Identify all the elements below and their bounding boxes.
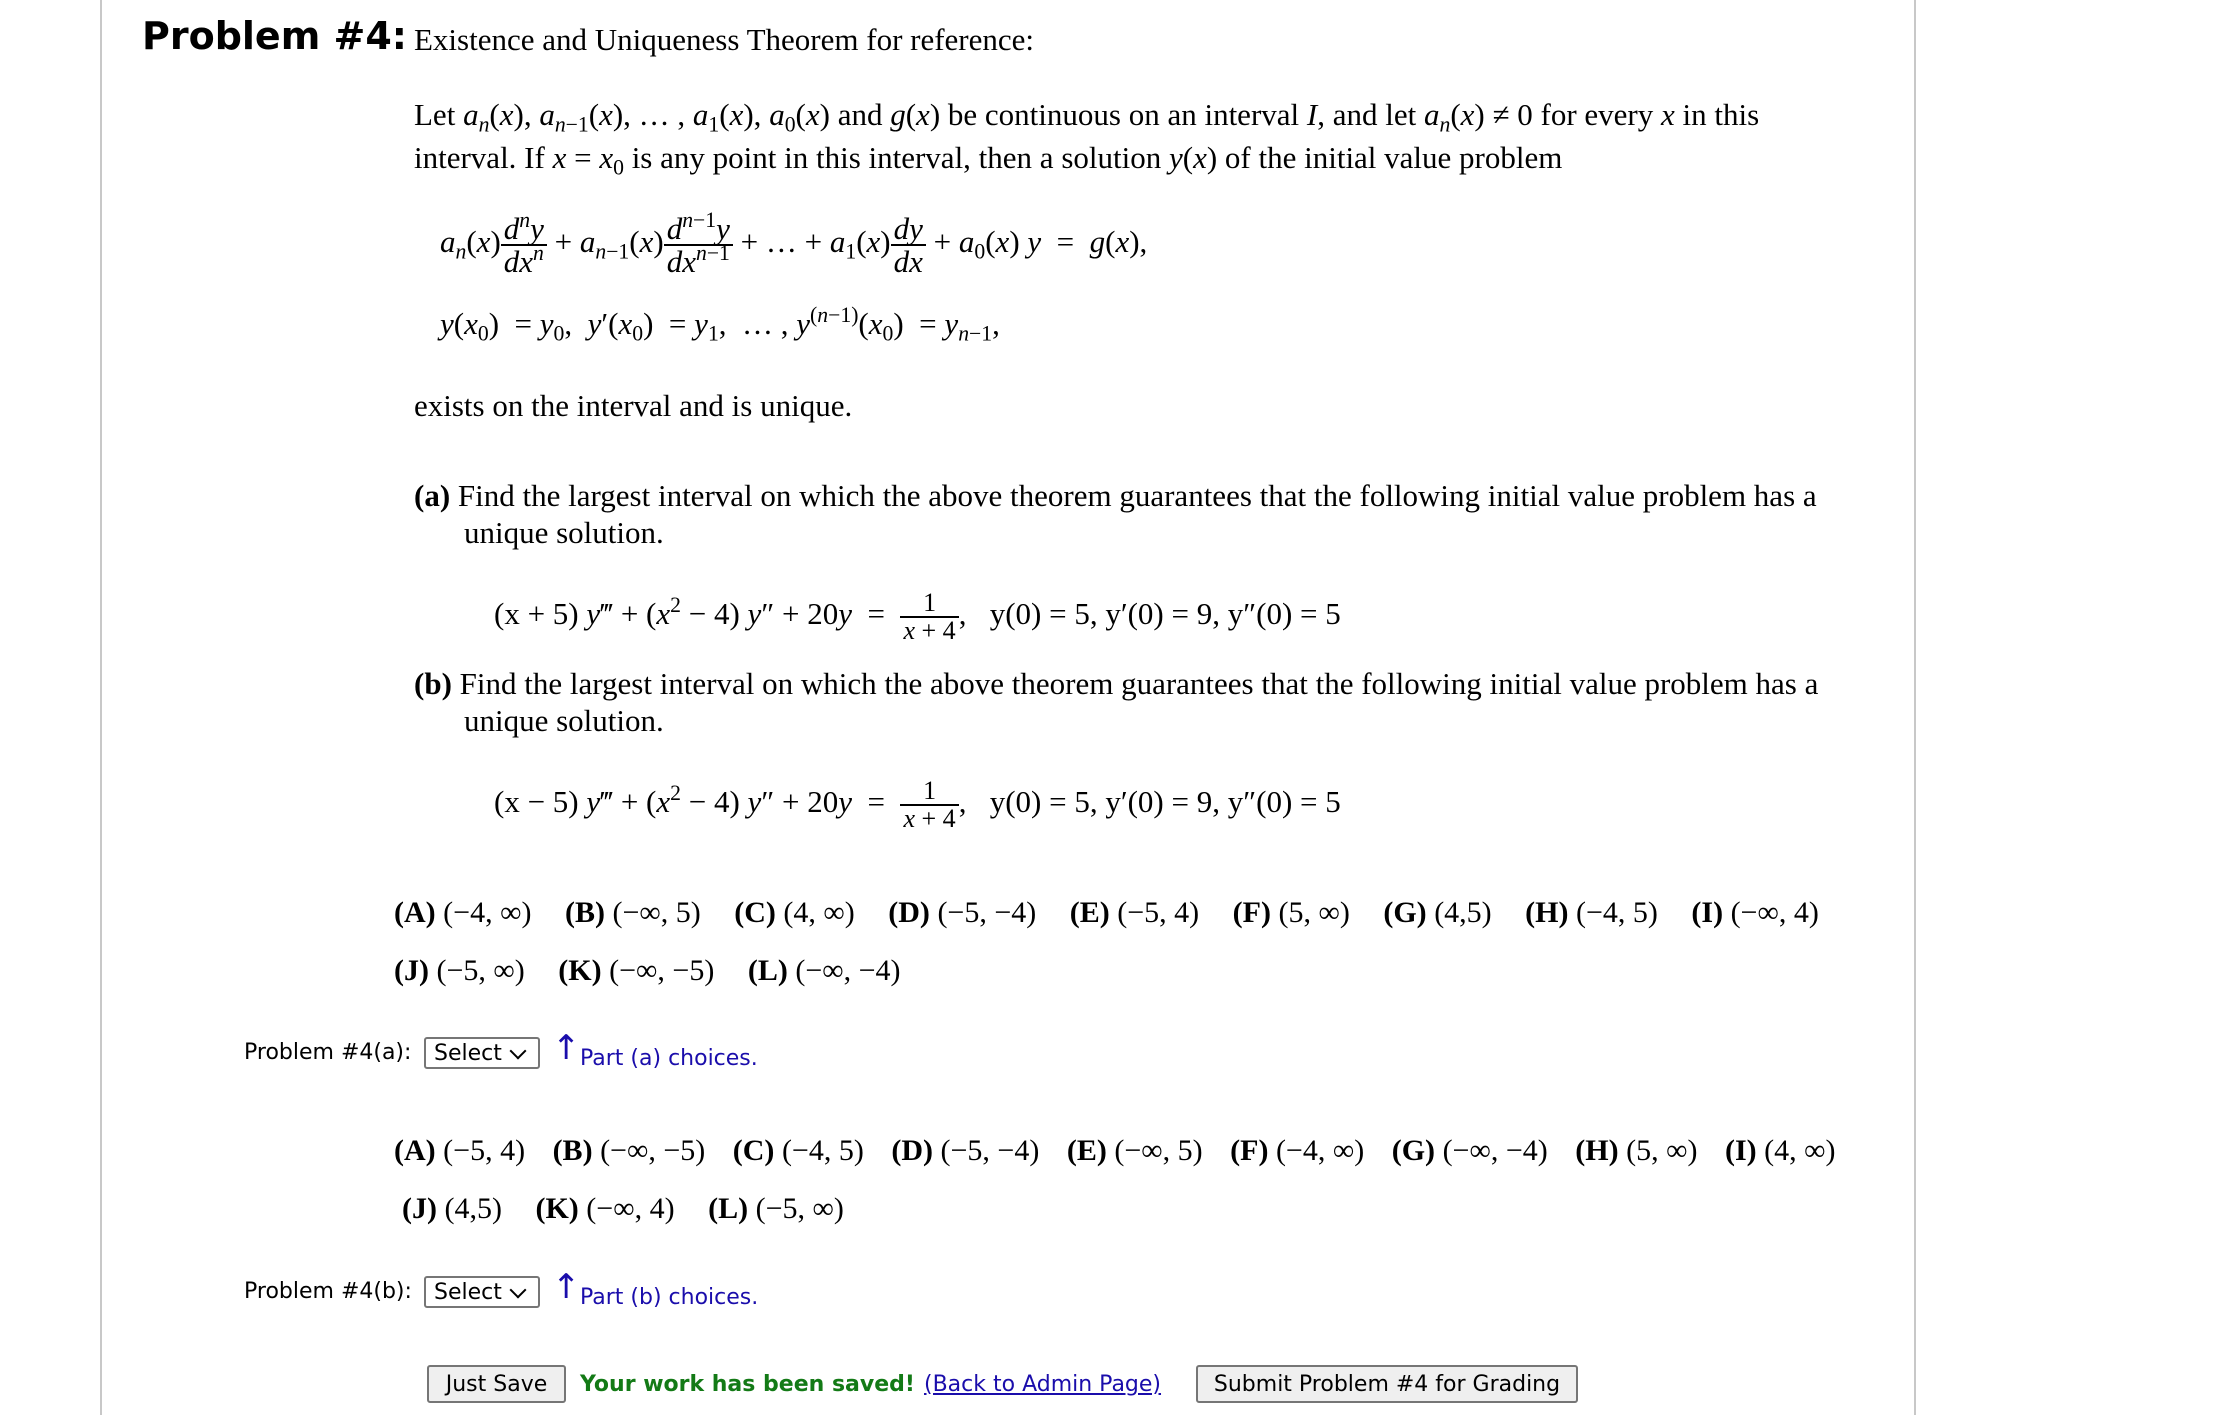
choice-b-D: (D) (−5, −4) xyxy=(891,1134,1040,1167)
theorem-line-1: Let $a_n(x)$, $a_{n-1}(x)$, … , $a_1(x)$, $a_0(x)$ and g(x) be continuous on an interval I, and let $a_n(x) \ne 0$ for every x in this xyxy=(414,97,1760,137)
choices-a-row-2 xyxy=(394,954,927,988)
choices-a-row-1 xyxy=(394,896,1845,930)
answer-a-hint: Part (a) choices. xyxy=(580,1046,758,1071)
choice-a-D: (D) (−5, −4) xyxy=(888,896,1037,929)
choice-a-I: (I) (−∞, 4) xyxy=(1691,896,1819,929)
choice-a-K: (K) (−∞, −5) xyxy=(558,954,715,987)
answer-b-label: Problem #4(b): xyxy=(244,1279,412,1304)
part-a-equation: (x + 5) y‴ + $(x^2 - 4) y'' + 20y$ = $\frac{1}{x + 4}$ , y(0) = 5, y′(0) = 9, y″(0) = 5 xyxy=(494,588,1341,645)
choice-b-F: (F) (−4, ∞) xyxy=(1230,1134,1365,1167)
choice-a-G: (G) (4,5) xyxy=(1383,896,1492,929)
problem-subtitle: Existence and Uniqueness Theorem for reference: xyxy=(414,22,1035,57)
part-a-question-cont: unique solution. xyxy=(464,515,664,550)
choice-a-J: (J) (−5, ∞) xyxy=(394,954,525,987)
left-border xyxy=(100,0,102,1415)
answer-b-select[interactable] xyxy=(424,1276,540,1308)
choice-a-B: (B) (−∞, 5) xyxy=(564,896,701,929)
choice-a-A: (A) (−4, ∞) xyxy=(394,896,532,929)
choice-a-F: (F) (5, ∞) xyxy=(1232,896,1350,929)
theorem-line-2: interval. If $x = x_0$ is any point in this interval, then a solution y(x) of the initial value problem xyxy=(414,140,1563,180)
back-to-admin-link[interactable]: (Back to Admin Page) xyxy=(924,1372,1162,1397)
right-border xyxy=(1914,0,1916,1415)
choice-b-L: (L) (−5, ∞) xyxy=(708,1192,844,1225)
choice-b-G: (G) (−∞, −4) xyxy=(1391,1134,1548,1167)
saved-message: Your work has been saved! xyxy=(580,1372,915,1397)
theorem-initial-conditions: $y(x_0) = y_0$, $y'(x_0) = y_1$, … , $y^{(n-1)}(x_0) = y_{n-1}$, xyxy=(440,303,1000,346)
answer-a-select[interactable] xyxy=(424,1037,540,1069)
arrow-up-icon: ↑ xyxy=(552,1267,581,1307)
part-b-question: (b) Find the largest interval on which the above theorem guarantees that the following initial value problem has a xyxy=(414,666,1819,701)
choices-b-row-1 xyxy=(394,1134,1836,1168)
choice-b-B: (B) (−∞, −5) xyxy=(552,1134,706,1167)
part-b-question-cont: unique solution. xyxy=(464,703,664,738)
choice-b-H: (H) (5, ∞) xyxy=(1575,1134,1698,1167)
choice-b-K: (K) (−∞, 4) xyxy=(535,1192,675,1225)
part-a-question: (a) Find the largest interval on which the above theorem guarantees that the following initial value problem has a xyxy=(414,478,1817,513)
just-save-button[interactable]: Just Save xyxy=(427,1365,566,1403)
theorem-conclusion: exists on the interval and is unique. xyxy=(414,388,853,423)
choice-b-I: (I) (4, ∞) xyxy=(1724,1134,1836,1167)
answer-a-label: Problem #4(a): xyxy=(244,1040,412,1065)
submit-button[interactable]: Submit Problem #4 for Grading xyxy=(1196,1365,1578,1403)
chevron-down-icon xyxy=(509,1281,526,1298)
choice-b-A: (A) (−5, 4) xyxy=(394,1134,526,1167)
choice-b-J: (J) (4,5) xyxy=(402,1192,502,1225)
chevron-down-icon xyxy=(509,1042,526,1059)
arrow-up-icon: ↑ xyxy=(552,1028,581,1068)
choice-a-H: (H) (−4, 5) xyxy=(1525,896,1658,929)
problem-title: Problem #4: xyxy=(142,14,407,58)
choice-a-E: (E) (−5, 4) xyxy=(1069,896,1200,929)
part-b-equation: (x − 5) y‴ + $(x^2 - 4) y'' + 20y$ = $\frac{1}{x + 4}$ , y(0) = 5, y′(0) = 9, y″(0) = 5 xyxy=(494,776,1341,833)
choice-b-C: (C) (−4, 5) xyxy=(732,1134,864,1167)
answer-b-select-value: Select xyxy=(434,1279,502,1305)
answer-b-hint: Part (b) choices. xyxy=(580,1285,759,1310)
choice-a-L: (L) (−∞, −4) xyxy=(747,954,901,987)
theorem-ode: $a_n(x)$ $\frac{d^ny}{dx^n}$ + $a_{n-1}(x)$ $\frac{d^{n-1}y}{dx^{n-1}}$ + … + $a_1(x)$ $\frac{dy}{dx}$ + $a_0(x) y = g(x)$, xyxy=(440,208,1148,279)
choice-b-E: (E) (−∞, 5) xyxy=(1066,1134,1203,1167)
choices-b-row-2 xyxy=(402,1192,870,1226)
choice-a-C: (C) (4, ∞) xyxy=(734,896,855,929)
answer-a-select-value: Select xyxy=(434,1040,502,1066)
